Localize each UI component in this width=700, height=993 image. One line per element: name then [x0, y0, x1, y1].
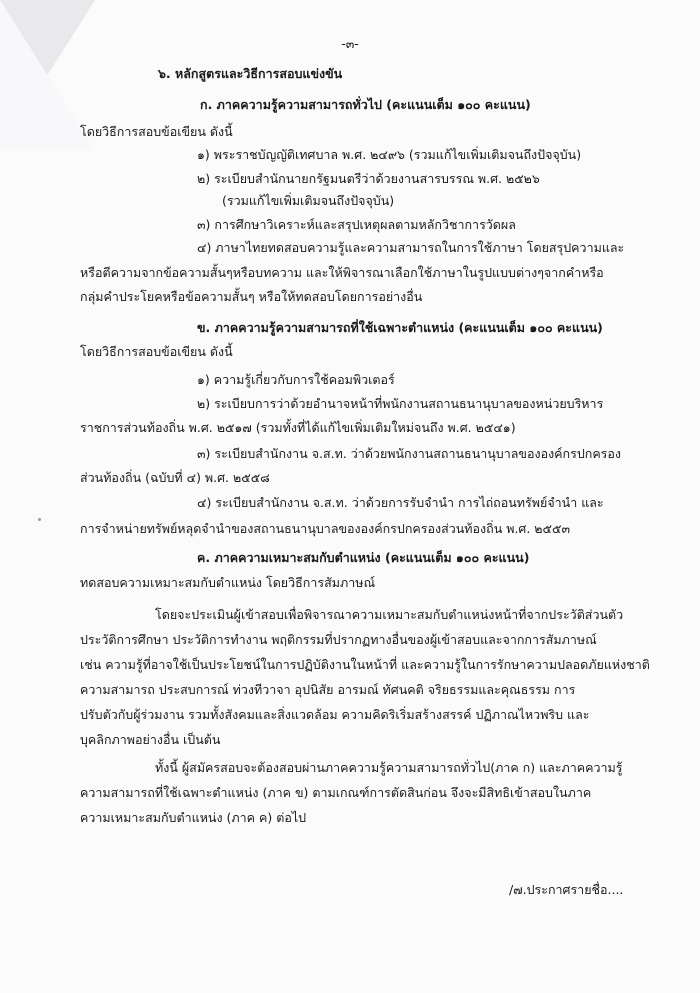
scan-speck: [38, 518, 41, 521]
part-c-paragraph-line: ความสามารถ ประสบการณ์ ท่วงทีวาจา อุปนิสัย อารมณ์ ทัศนคติ จริยธรรมและคุณธรรม การ: [80, 682, 576, 697]
section-heading: ๖. หลักสูตรและวิธีการสอบแข่งขัน: [158, 66, 343, 81]
part-b-item: ๔) ระเบียบสำนักงาน จ.ส.ท. ว่าด้วยการรับจำนำ การไถ่ถอนทรัพย์จำนำ และ: [197, 495, 604, 510]
part-a-item: ๓) การศึกษาวิเคราะห์และสรุปเหตุผลตามหลักวิชาการวัดผล: [197, 217, 516, 232]
part-a-item-continued: (รวมแก้ไขเพิ่มเติมจนถึงปัจจุบัน): [222, 193, 395, 208]
part-c-paragraph-line: ประวัติการศึกษา ประวัติการทำงาน พฤติกรรมที่ปรากฏทางอื่นของผู้เข้าสอบและจากการสัมภาษณ์: [80, 632, 597, 647]
part-a-item: ๒) ระเบียบสำนักนายกรัฐมนตรีว่าด้วยงานสารบรรณ พ.ศ. ๒๕๒๖: [197, 171, 540, 186]
part-c-heading: ค. ภาคความเหมาะสมกับตำแหน่ง (คะแนนเต็ม ๑๐๐ คะแนน): [197, 550, 530, 565]
part-b-item-continued: การจำหน่ายทรัพย์หลุดจำนำของสถานธนานุบาลขององค์กรปกครองส่วนท้องถิ่น พ.ศ. ๒๕๕๓: [80, 521, 571, 536]
part-b-method: โดยวิธีการสอบข้อเขียน ดังนี้: [80, 344, 233, 359]
part-a-item: ๔) ภาษาไทยทดสอบความรู้และความสามารถในการใช้ภาษา โดยสรุปความและ: [197, 240, 625, 255]
part-c-paragraph-line: บุคลิกภาพอย่างอื่น เป็นต้น: [80, 732, 221, 747]
closing-line: ความสามารถที่ใช้เฉพาะตำแหน่ง (ภาค ข) ตามเกณฑ์การตัดสินก่อน จึงจะมีสิทธิเข้าสอบในภาค: [80, 785, 592, 800]
part-b-item: ๒) ระเบียบการว่าด้วยอำนาจหน้าที่พนักงานสถานธนานุบาลของหน่วยบริหาร: [197, 396, 604, 411]
part-a-method: โดยวิธีการสอบข้อเขียน ดังนี้: [80, 124, 233, 139]
part-b-item-continued: ราชการส่วนท้องถิ่น พ.ศ. ๒๕๑๗ (รวมทั้งที่ได้แก้ไขเพิ่มเติมใหม่จนถึง พ.ศ. ๒๕๔๑): [80, 420, 516, 435]
closing-line: ความเหมาะสมกับตำแหน่ง (ภาค ค) ต่อไป: [80, 810, 307, 825]
part-c-paragraph-line: เช่น ความรู้ที่อาจใช้เป็นประโยชน์ในการปฏิบัติงานในหน้าที่ และความรู้ในการรักษาความปลอดภัยแห่งชาติ: [80, 657, 650, 672]
part-b-item: ๓) ระเบียบสำนักงาน จ.ส.ท. ว่าด้วยพนักงานสถานธนานุบาลขององค์กรปกครอง: [197, 446, 622, 461]
part-c-paragraph-line: โดยจะประเมินผู้เข้าสอบเพื่อพิจารณาความเหมาะสมกับตำแหน่งหน้าที่จากประวัติส่วนตัว: [155, 607, 624, 622]
part-b-item: ๑) ความรู้เกี่ยวกับการใช้คอมพิวเตอร์: [197, 372, 395, 387]
continuation-note: /๗.ประกาศรายชื่อ....: [509, 882, 624, 897]
page-number: -๓-: [341, 36, 359, 51]
part-a-item: ๑) พระราชบัญญัติเทศบาล พ.ศ. ๒๔๙๖ (รวมแก้ไขเพิ่มเติมจนถึงปัจจุบัน): [197, 147, 582, 162]
part-a-item-continued: กลุ่มคำประโยคหรือข้อความสั้นๆ หรือให้ทดสอบโดยการอย่างอื่น: [80, 289, 423, 304]
part-c-method: ทดสอบความเหมาะสมกับตำแหน่ง โดยวิธีการสัมภาษณ์: [80, 575, 376, 590]
part-a-item-continued: หรือตีความจากข้อความสั้นๆหรือบทความ และให้พิจารณาเลือกใช้ภาษาในรูปแบบต่างๆจากคำหรือ: [80, 265, 604, 280]
part-c-paragraph-line: ปรับตัวกับผู้ร่วมงาน รวมทั้งสังคมและสิ่งแวดล้อม ความคิดริเริ่มสร้างสรรค์ ปฏิภาณไหวพริบ และ: [80, 707, 590, 722]
part-b-heading: ข. ภาคความรู้ความสามารถที่ใช้เฉพาะตำแหน่ง (คะแนนเต็ม ๑๐๐ คะแนน): [197, 320, 603, 335]
part-b-item-continued: ส่วนท้องถิ่น (ฉบับที่ ๔) พ.ศ. ๒๕๕๘: [80, 470, 270, 485]
closing-line: ทั้งนี้ ผู้สมัครสอบจะต้องสอบผ่านภาคความรู้ความสามารถทั่วไป(ภาค ก) และภาคความรู้: [155, 760, 623, 775]
part-a-heading: ก. ภาคความรู้ความสามารถทั่วไป (คะแนนเต็ม ๑๐๐ คะแนน): [200, 97, 531, 112]
